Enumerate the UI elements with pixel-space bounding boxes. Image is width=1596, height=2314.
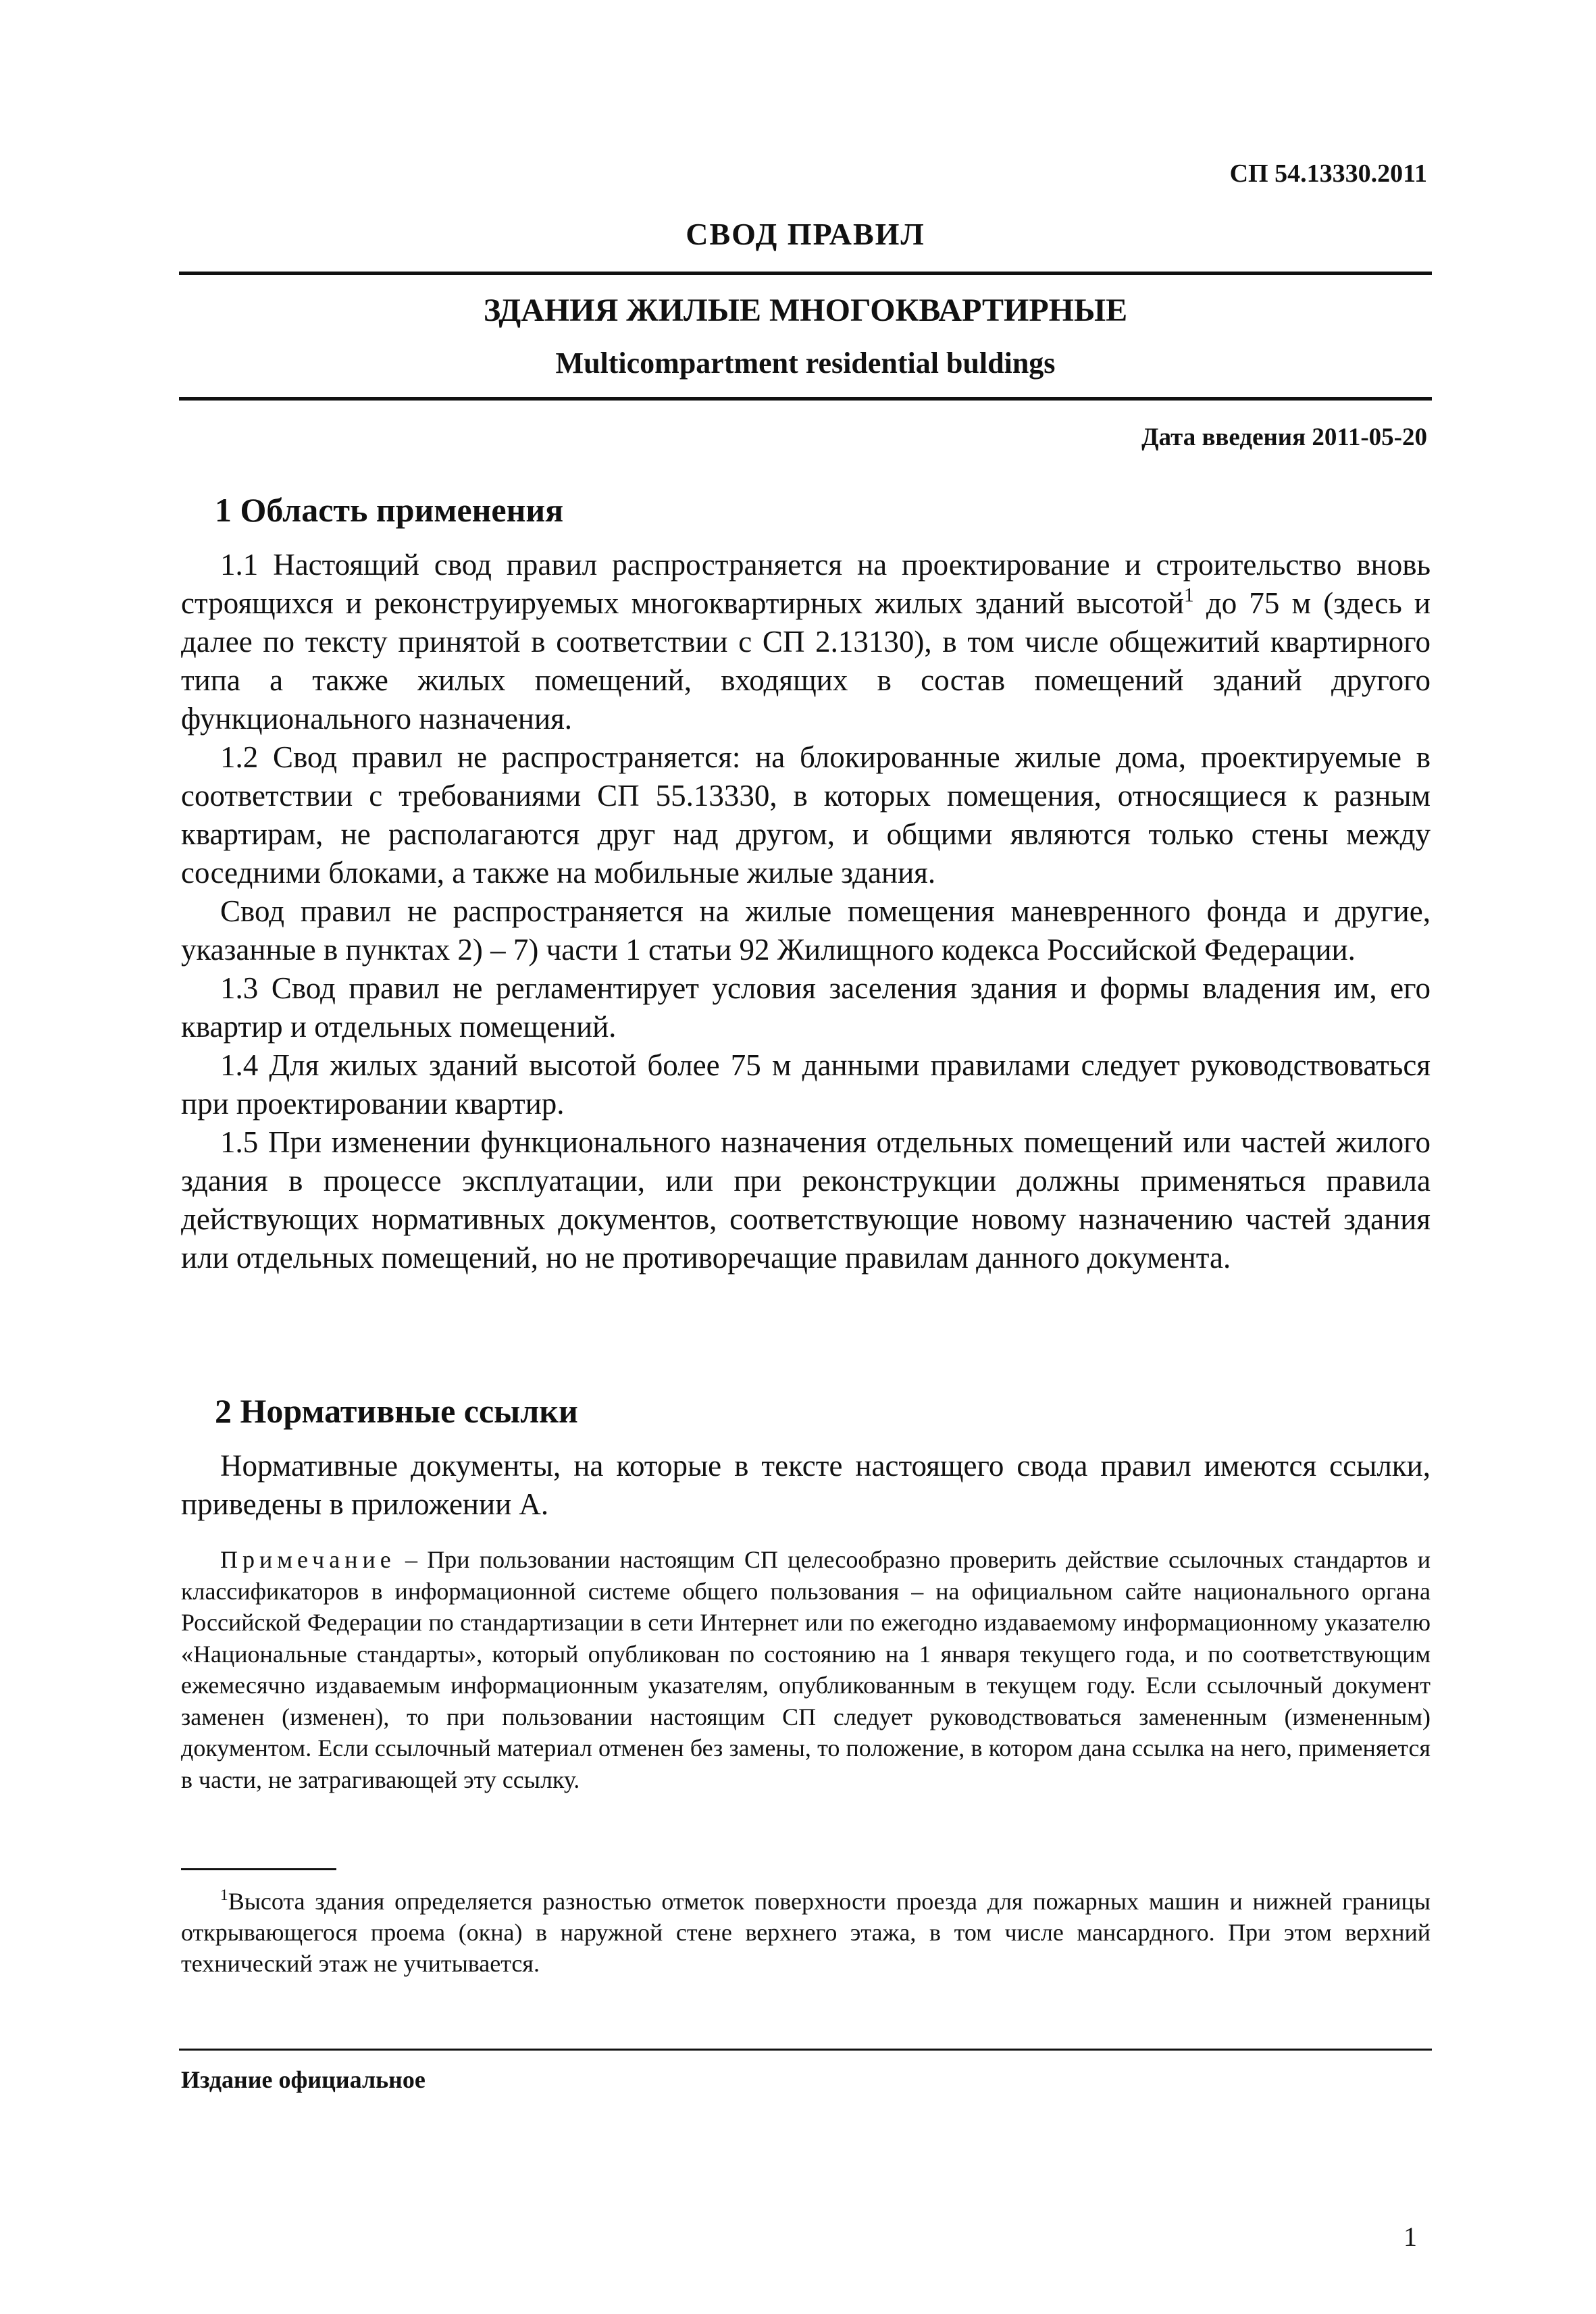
footnote-divider xyxy=(181,1868,336,1870)
top-rule xyxy=(179,272,1432,275)
footnote-ref: 1 xyxy=(1184,584,1194,607)
note-paragraph xyxy=(181,1544,1431,1795)
clause-1-1 xyxy=(181,546,1431,738)
official-edition-label: Издание официальное xyxy=(181,2066,426,2093)
section-2-heading: 2 Нормативные ссылки xyxy=(215,1392,578,1430)
introduction-date: Дата введения 2011-05-20 xyxy=(1141,423,1427,451)
clause-1-2: 1.2 Свод правил не распространяется: на блокированные жилые дома, проектируемые в соответствии с требованиями СП 55.13330, в которых помещения, относящиеся к разным квартирам, не располагаются друг над другом, и общими являются только стены между соседними блоками, а также на мобильные жилые здания. xyxy=(181,740,1431,890)
clause-1-2-continued: Свод правил не распространяется на жилые помещения маневренного фонда и другие, указанные в пунктах 2) – 7) части 1 статьи 92 Жилищного кодекса Российской Федерации. xyxy=(181,894,1431,967)
note-label: Примечание xyxy=(220,1546,396,1573)
title-russian: ЗДАНИЯ ЖИЛЫЕ МНОГОКВАРТИРНЫЕ xyxy=(483,292,1128,328)
section-1-body xyxy=(181,546,1431,1277)
document-code: СП 54.13330.2011 xyxy=(1229,159,1427,188)
section-2-body xyxy=(181,1447,1431,1524)
note-text: – При пользовании настоящим СП целесообразно проверить действие ссылочных стандартов и классификаторов в информационной системе общего пользования – на официальном сайте национального органа Российской Федерации по стандартизации в сети Интернет или по ежегодно издаваемому информационному указателю «Национальные стандарты», который опубликован по состоянию на 1 января текущего года, и по соответствующим ежемесячно издаваемым информационным указателям, опубликованным в текущем году. Если ссылочный документ заменен (изменен), то при пользовании настоящим СП следует руководствоваться замененным (измененным) документом. Если ссылочный материал отменен без замены, то положение, в котором дана ссылка на него, применяется в части, не затрагивающей эту ссылку. xyxy=(181,1546,1431,1793)
clause-1-3: 1.3 Свод правил не регламентирует условия заселения здания и формы владения им, его квартир и отдельных помещений. xyxy=(181,971,1431,1044)
title-english: Multicompartment residential buldings xyxy=(555,346,1056,380)
footnote xyxy=(181,1886,1431,1979)
clause-1-1-text-a: 1.1 Настоящий свод правил распространяется на проектирование и строительство вновь строящихся и реконструируемых многоквартирных жилых зданий высотой xyxy=(181,548,1431,620)
footnote-text: Высота здания определяется разностью отметок поверхности проезда для пожарных машин и нижней границы открывающегося проема (окна) в наружной стене верхнего этажа, в том числе мансардного. При этом верхний технический этаж не учитывается. xyxy=(181,1888,1431,1977)
clause-1-5: 1.5 При изменении функционального назначения отдельных помещений или частей жилого здания в процессе эксплуатации, или при реконструкции должны применяться правила действующих нормативных документов, соответствующие новому назначению частей здания или отдельных помещений, но не противоречащие правилам данного документа. xyxy=(181,1125,1431,1275)
section-2-paragraph: Нормативные документы, на которые в тексте настоящего свода правил имеются ссылки, приведены в приложении А. xyxy=(181,1449,1431,1521)
title-rule xyxy=(179,397,1432,401)
document-kind: СВОД ПРАВИЛ xyxy=(686,217,925,251)
clause-1-4: 1.4 Для жилых зданий высотой более 75 м данными правилами следует руководствоваться при проектировании квартир. xyxy=(181,1048,1431,1121)
footnote-mark: 1 xyxy=(220,1886,228,1904)
section-1-heading: 1 Область применения xyxy=(215,491,564,529)
footer-rule xyxy=(179,2049,1432,2051)
clause-1-1-text-b: до 75 м (здесь и далее по тексту принятой в соответствии с СП 2.13130), в том числе общежитий квартирного типа а также жилых помещений, входящих в состав помещений зданий другого функционального назначения. xyxy=(181,586,1431,736)
page-number: 1 xyxy=(1404,2221,1417,2252)
